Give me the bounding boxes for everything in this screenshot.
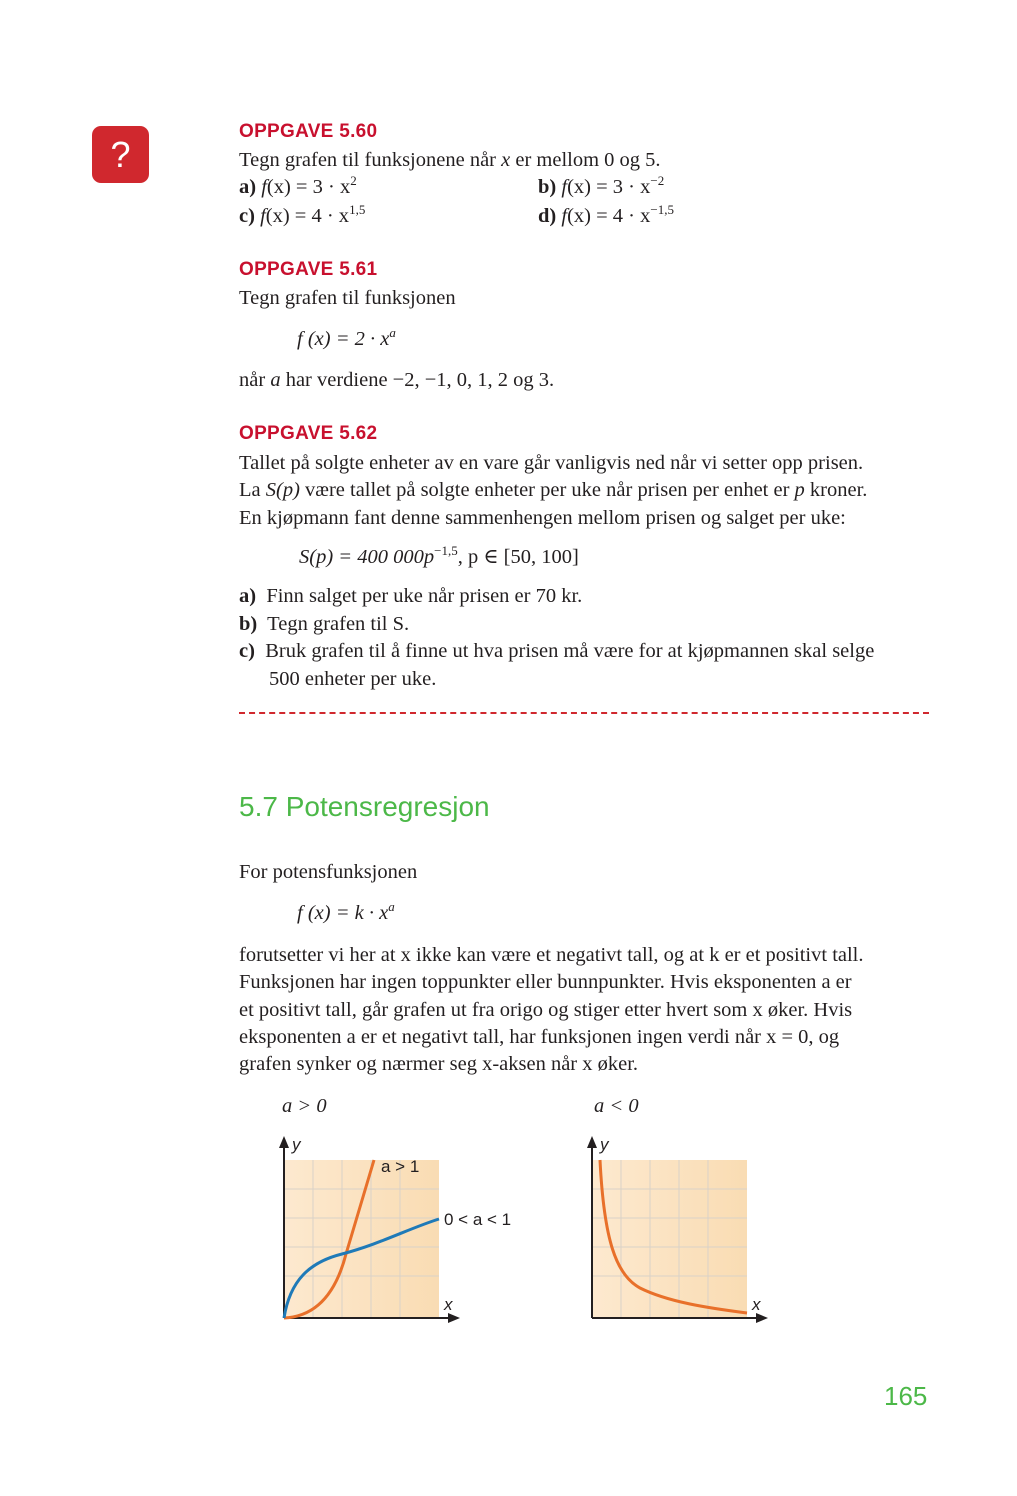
left-graph-title: a > 0	[282, 1095, 327, 1117]
left-x-label: x	[444, 1295, 453, 1314]
left-y-arrow	[279, 1136, 289, 1148]
label-0-lt-a-lt-1: 0 < a < 1	[444, 1210, 512, 1229]
exercise-5-60-item-c: c) $f(x) = 4 \cdot x^{1,5}$	[239, 202, 366, 227]
exercise-5-62-line3: En kjøpmann fant denne sammenhengen mellom prisen og salget per uke:	[239, 507, 846, 529]
section-title: 5.7 Potensregresjon	[239, 791, 490, 822]
exercise-5-61-heading: OPPGAVE 5.61	[239, 259, 378, 280]
exercise-5-60-intro: Tegn grafen til funksjonene når x er mellom 0 og 5.	[239, 149, 661, 171]
section-formula: f $(x) = k \cdot x^a$	[297, 899, 395, 924]
right-x-arrow	[756, 1313, 768, 1323]
left-y-label: y	[292, 1135, 301, 1154]
exercise-5-62-item-a: a) Finn salget per uke når prisen er 70 kr.	[239, 585, 583, 607]
exercise-5-60-item-a: a) $f(x) = 3 \cdot x^2$	[239, 173, 357, 198]
section-para-line5: grafen synker og nærmer seg x-aksen når x øker.	[239, 1053, 639, 1075]
exercise-5-62-line1: Tallet på solgte enheter av en vare går vanligvis ned når vi setter opp prisen.	[239, 452, 864, 474]
section-para-line3: et positivt tall, går grafen ut fra origo og stiger etter hvert som x øker. Hvis	[239, 999, 853, 1021]
right-grid-background	[592, 1160, 747, 1318]
exercise-5-62-line2: La S(p) være tallet på solgte enheter per uke når prisen per enhet er p kroner.	[239, 479, 868, 501]
section-intro: For potensfunksjonen	[239, 861, 418, 883]
exercise-5-60-heading: OPPGAVE 5.60	[239, 121, 378, 142]
right-graph-title: a < 0	[594, 1095, 639, 1117]
section-para-line2: Funksjonen har ingen toppunkter eller bunnpunkter. Hvis eksponenten a er	[239, 971, 852, 993]
exercise-5-60-item-b: b) $f(x) = 3 \cdot x^{-2}$	[538, 173, 665, 198]
left-grid-background	[284, 1160, 439, 1318]
section-para-line4: eksponenten a er et negativt tall, har funksjonen ingen verdi når x = 0, og	[239, 1026, 840, 1048]
exercise-5-60-item-d: d) $f(x) = 4 \cdot x^{-1,5}$	[538, 202, 674, 227]
section-divider	[239, 712, 929, 714]
exercise-5-62-item-b: b) Tegn grafen til S.	[239, 613, 410, 635]
exercise-5-62-formula: S(p) = 400 $000p^{-1,5}$, p ∈ [50, 100]	[299, 543, 579, 568]
right-y-label: y	[600, 1135, 609, 1154]
right-x-label: x	[752, 1295, 761, 1314]
right-y-arrow	[587, 1136, 597, 1148]
exercise-5-62-item-c-cont: 500 enheter per uke.	[269, 668, 437, 690]
section-para-line1: forutsetter vi her at x ikke kan være et negativt tall, og at k er et positivt tall.	[239, 944, 864, 966]
exercise-5-62-item-c: c) Bruk grafen til å finne ut hva prisen må være for at kjøpmannen skal selge	[239, 640, 875, 662]
page-number: 165	[884, 1381, 928, 1411]
label-a-gt-1: a > 1	[381, 1157, 420, 1176]
left-graph	[270, 1130, 520, 1330]
question-badge: ?	[92, 126, 149, 183]
right-graph	[578, 1130, 788, 1330]
exercise-5-61-formula: f $(x) = 2 \cdot x^a$	[297, 325, 396, 350]
exercise-5-62-heading: OPPGAVE 5.62	[239, 423, 378, 444]
left-x-arrow	[448, 1313, 460, 1323]
exercise-5-61-values: når a har verdiene −2, −1, 0, 1, 2 og 3.	[239, 369, 555, 391]
exercise-5-61-intro: Tegn grafen til funksjonen	[239, 287, 456, 309]
